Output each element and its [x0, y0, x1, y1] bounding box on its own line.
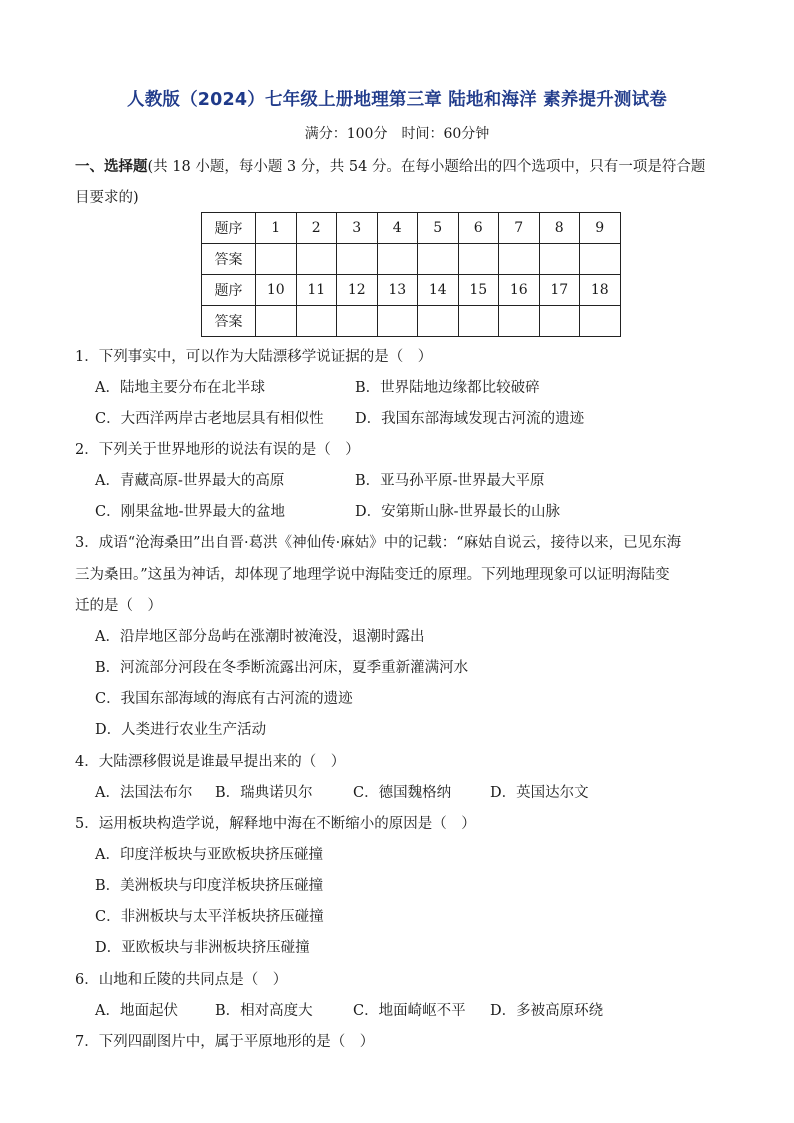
question-1-stem: 1．下列事实中，可以作为大陆漂移学说证据的是（ ）	[75, 349, 433, 365]
question-number-cell: 16	[499, 275, 540, 306]
answer-grid-row-numbers-2	[202, 275, 621, 306]
question-number-cell: 6	[458, 213, 499, 244]
question-6-option-c[interactable]: C．地面崎岖不平	[353, 1003, 466, 1019]
answer-grid	[201, 212, 621, 337]
answer-cell[interactable]	[580, 306, 621, 337]
question-5-option-c[interactable]: C．非洲板块与太平洋板块挤压碰撞	[95, 909, 324, 925]
question-3-option-d[interactable]: D．人类进行农业生产活动	[95, 722, 267, 738]
answer-cell[interactable]	[418, 244, 459, 275]
question-1-option-b[interactable]: B．世界陆地边缘都比较破碎	[355, 380, 540, 396]
question-6-option-b[interactable]: B．相对高度大	[215, 1003, 313, 1019]
question-1-option-c[interactable]: C．大西洋两岸古老地层具有相似性	[95, 411, 324, 427]
answer-cell[interactable]	[296, 306, 337, 337]
question-number-cell: 13	[377, 275, 418, 306]
section-heading: 一、选择题	[75, 159, 148, 175]
answer-cell[interactable]	[377, 306, 418, 337]
question-3-option-c[interactable]: C．我国东部海域的海底有古河流的遗迹	[95, 691, 353, 707]
question-3-option-a[interactable]: A．沿岸地区部分岛屿在涨潮时被淹没，退潮时露出	[95, 629, 425, 645]
question-6-stem: 6．山地和丘陵的共同点是（ ）	[75, 972, 288, 988]
question-4-option-a[interactable]: A．法国法布尔	[95, 785, 193, 801]
answer-cell[interactable]	[377, 244, 418, 275]
answer-cell[interactable]	[580, 244, 621, 275]
answer-cell[interactable]	[256, 244, 297, 275]
question-2-option-b[interactable]: B．亚马孙平原-世界最大平原	[355, 473, 545, 489]
question-number-cell: 2	[296, 213, 337, 244]
question-5-stem: 5．运用板块构造学说，解释地中海在不断缩小的原因是（ ）	[75, 816, 476, 832]
question-number-cell: 9	[580, 213, 621, 244]
answer-cell[interactable]	[539, 306, 580, 337]
question-2-option-a[interactable]: A．青藏高原-世界最大的高原	[95, 473, 285, 489]
question-number-cell: 12	[337, 275, 378, 306]
question-5-option-d[interactable]: D．亚欧板块与非洲板块挤压碰撞	[95, 940, 310, 956]
section-rule-line2: 目要求的)	[75, 190, 139, 206]
question-4-option-c[interactable]: C．德国魏格纳	[353, 785, 452, 801]
answer-grid-row-numbers-1	[202, 213, 621, 244]
question-number-cell: 17	[539, 275, 580, 306]
question-number-cell: 4	[377, 213, 418, 244]
row-label-number: 题序	[202, 213, 256, 244]
answer-cell[interactable]	[337, 244, 378, 275]
section-rule-line1: (共 18 小题，每小题 3 分，共 54 分。在每小题给出的四个选项中，只有一项是符合题	[147, 159, 706, 175]
answer-cell[interactable]	[458, 244, 499, 275]
section-instructions	[75, 152, 755, 214]
question-7-stem: 7．下列四副图片中，属于平原地形的是（ ）	[75, 1034, 375, 1050]
question-4-option-d[interactable]: D．英国达尔文	[490, 785, 589, 801]
question-5-option-b[interactable]: B．美洲板块与印度洋板块挤压碰撞	[95, 878, 324, 894]
answer-cell[interactable]	[539, 244, 580, 275]
question-5-option-a[interactable]: A．印度洋板块与亚欧板块挤压碰撞	[95, 847, 323, 863]
question-number-cell: 10	[256, 275, 297, 306]
question-number-cell: 3	[337, 213, 378, 244]
answer-cell[interactable]	[499, 306, 540, 337]
row-label-answer: 答案	[202, 244, 256, 275]
answer-cell[interactable]	[499, 244, 540, 275]
answer-cell[interactable]	[458, 306, 499, 337]
question-6-option-a[interactable]: A．地面起伏	[95, 1003, 178, 1019]
question-3-stem-line1: 3．成语“沧海桑田”出自晋·葛洪《神仙传·麻姑》中的记载：“麻姑自说云，接待以来，已见东海	[75, 535, 682, 551]
question-number-cell: 18	[580, 275, 621, 306]
question-4-stem: 4．大陆漂移假说是谁最早提出来的（ ）	[75, 754, 346, 770]
question-3-option-b[interactable]: B．河流部分河段在冬季断流露出河床，夏季重新灌满河水	[95, 660, 469, 676]
question-number-cell: 15	[458, 275, 499, 306]
question-3-stem-line2: 三为桑田。”这虽为神话，却体现了地理学说中海陆变迁的原理。下列地理现象可以证明海陆变	[75, 567, 670, 583]
row-label-answer: 答案	[202, 306, 256, 337]
question-number-cell: 5	[418, 213, 459, 244]
question-number-cell: 11	[296, 275, 337, 306]
answer-grid-row-answers-2	[202, 306, 621, 337]
question-1-option-d[interactable]: D．我国东部海域发现古河流的遗迹	[355, 411, 585, 427]
question-2-stem: 2．下列关于世界地形的说法有误的是（ ）	[75, 442, 360, 458]
question-3-stem-line3: 迁的是（ ）	[75, 598, 162, 614]
question-2-option-c[interactable]: C．刚果盆地-世界最大的盆地	[95, 504, 285, 520]
answer-cell[interactable]	[256, 306, 297, 337]
question-6-option-d[interactable]: D．多被高原环绕	[490, 1003, 604, 1019]
answer-grid-row-answers-1	[202, 244, 621, 275]
question-1-option-a[interactable]: A．陆地主要分布在北半球	[95, 380, 265, 396]
question-2-option-d[interactable]: D．安第斯山脉-世界最长的山脉	[355, 504, 561, 520]
question-number-cell: 14	[418, 275, 459, 306]
question-number-cell: 8	[539, 213, 580, 244]
question-number-cell: 1	[256, 213, 297, 244]
answer-cell[interactable]	[337, 306, 378, 337]
exam-subtitle: 满分：100分 时间：60分钟	[304, 126, 490, 142]
exam-title: 人教版（2024）七年级上册地理第三章 陆地和海洋 素养提升测试卷	[127, 90, 667, 110]
answer-cell[interactable]	[418, 306, 459, 337]
row-label-number: 题序	[202, 275, 256, 306]
question-number-cell: 7	[499, 213, 540, 244]
answer-cell[interactable]	[296, 244, 337, 275]
question-4-option-b[interactable]: B．瑞典诺贝尔	[215, 785, 313, 801]
